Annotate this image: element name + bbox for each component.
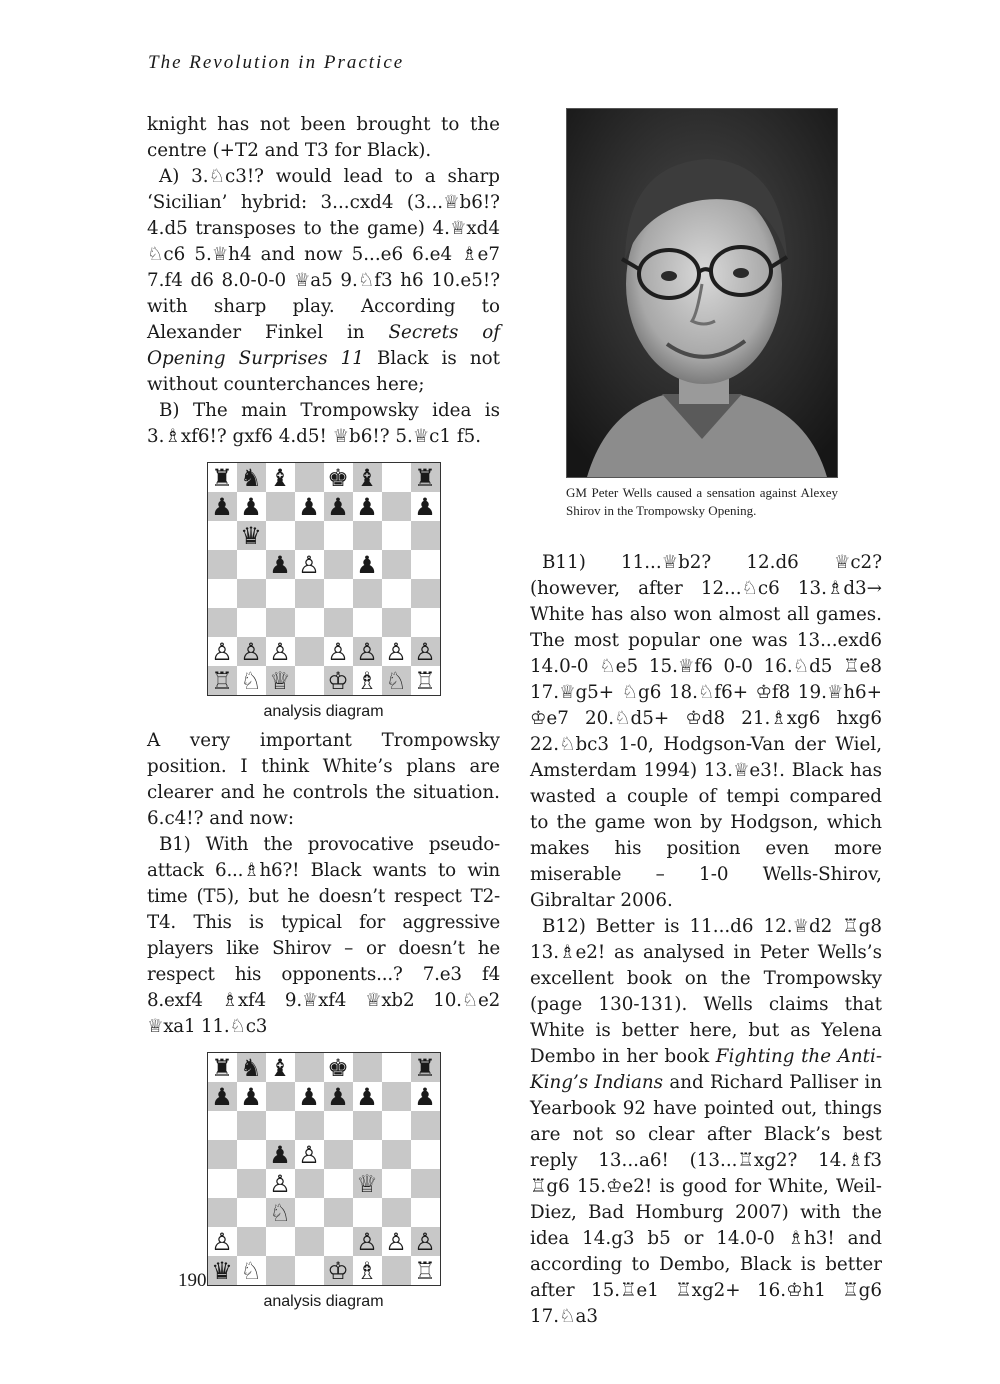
photo-caption: GM Peter Wells caused a sensation against Alexey Shirov in the Trompowsky Opening. [566, 485, 838, 518]
board-square: ♙ [382, 637, 411, 666]
board-square: ♙ [411, 637, 440, 666]
board-square [411, 1140, 440, 1169]
board-square [208, 521, 237, 550]
board-square [208, 608, 237, 637]
board-square [382, 1198, 411, 1227]
board-square [266, 492, 295, 521]
book-title: Secrets of Opening Surprises 11 [147, 322, 501, 369]
board-square [411, 1111, 440, 1140]
board-square: ♟ [237, 492, 266, 521]
board-square [295, 1256, 324, 1285]
board-square: ♙ [324, 637, 353, 666]
board-square: ♖ [208, 666, 237, 695]
board-square [353, 521, 382, 550]
board-square [382, 463, 411, 492]
board-square [411, 1198, 440, 1227]
board-square: ♟ [237, 1082, 266, 1111]
board-square: ♟ [411, 492, 440, 521]
board-square: ♝ [266, 463, 295, 492]
board-square [353, 1111, 382, 1140]
paragraph: B) The main Trompowsky idea is 3.♗xf6!? gxf6 4.d5! ♕b6!? 5.♕c1 f5. [147, 400, 500, 447]
board-square [324, 521, 353, 550]
board-square: ♟ [324, 492, 353, 521]
board-square [382, 492, 411, 521]
board-square [295, 1053, 324, 1082]
board-square: ♙ [353, 637, 382, 666]
board-square [266, 579, 295, 608]
chess-board [207, 1052, 441, 1286]
paragraph: A very important Trompowsky position. I think White’s plans are clearer and he controls the situation. 6.c4!? and now: [147, 730, 500, 829]
board-square [295, 1111, 324, 1140]
board-square [237, 1227, 266, 1256]
paragraph: B11) 11...♕b2? 12.d6 ♕c2? (however, after 12...♘c6 13.♗d3→ White has also won almost all games. The most popular one was 13...exd6 14.0-0 ♘e5 15.♕f6 0-0 16.♘d5 ♖e8 17.♕g5+ ♘g6 18.♘f6+ ♔f8 19.♕h6+ ♔e7 20.♘d5+ ♔d8 21.♗xg6 hxg6 22.♘bc3 1-0, Hodgson-Van der Wiel, Amsterdam 1994) 13.♕e3!. Black has wasted a couple of tempi compared to the game won by Hodgson, which makes his position even more miserable – 1-0 Wells-Shirov, Gibraltar 2006. [530, 552, 882, 911]
board-square [411, 521, 440, 550]
paragraph: knight has not been brought to the centre (+T2 and T3 for Black). [147, 114, 500, 161]
analysis-diagram-1 [147, 462, 500, 722]
board-square [353, 1140, 382, 1169]
board-square: ♘ [382, 666, 411, 695]
board-square: ♟ [295, 492, 324, 521]
board-square [382, 1169, 411, 1198]
left-column [147, 112, 500, 1318]
board-square [266, 1256, 295, 1285]
board-square [266, 1227, 295, 1256]
board-square [324, 1227, 353, 1256]
board-square [324, 1140, 353, 1169]
board-square: ♜ [411, 463, 440, 492]
board-square: ♖ [411, 1256, 440, 1285]
board-square: ♟ [353, 550, 382, 579]
board-square: ♞ [237, 1053, 266, 1082]
board-square: ♜ [411, 1053, 440, 1082]
board-square [411, 608, 440, 637]
board-square [237, 579, 266, 608]
board-square [266, 521, 295, 550]
board-square: ♟ [411, 1082, 440, 1111]
board-square [295, 463, 324, 492]
board-square: ♙ [411, 1227, 440, 1256]
board-square: ♗ [353, 666, 382, 695]
board-square [266, 1082, 295, 1111]
board-square [382, 608, 411, 637]
board-square [208, 550, 237, 579]
board-square: ♞ [237, 463, 266, 492]
board-square [295, 1198, 324, 1227]
board-square: ♙ [353, 1227, 382, 1256]
board-square [208, 1140, 237, 1169]
board-square [295, 579, 324, 608]
board-square: ♟ [353, 492, 382, 521]
board-square: ♚ [324, 463, 353, 492]
board-square [382, 1082, 411, 1111]
board-square [295, 1227, 324, 1256]
diagram-caption: analysis diagram [263, 1293, 384, 1310]
board-square: ♘ [237, 666, 266, 695]
board-square [266, 608, 295, 637]
board-square: ♗ [353, 1256, 382, 1285]
running-head: The Revolution in Practice [148, 52, 405, 73]
board-square [382, 1111, 411, 1140]
text-run: Black is not without counterchances here; [147, 348, 500, 395]
board-square: ♝ [353, 463, 382, 492]
right-column [530, 550, 882, 1330]
board-square [208, 1111, 237, 1140]
board-square [382, 521, 411, 550]
board-square: ♟ [295, 1082, 324, 1111]
board-square: ♕ [353, 1169, 382, 1198]
board-square: ♚ [324, 1053, 353, 1082]
board-square: ♛ [208, 1256, 237, 1285]
board-square: ♛ [237, 521, 266, 550]
board-square: ♟ [208, 492, 237, 521]
board-square [295, 521, 324, 550]
board-square: ♜ [208, 1053, 237, 1082]
board-square [266, 1111, 295, 1140]
board-square [382, 1256, 411, 1285]
board-square [295, 1169, 324, 1198]
paragraph [530, 914, 882, 1330]
board-square: ♟ [266, 550, 295, 579]
board-square: ♙ [295, 550, 324, 579]
board-square [237, 1198, 266, 1227]
page-number: 190 [178, 1270, 207, 1291]
board-square [237, 1111, 266, 1140]
board-square [382, 1053, 411, 1082]
board-square: ♟ [208, 1082, 237, 1111]
board-square [237, 550, 266, 579]
board-square: ♟ [324, 1082, 353, 1111]
board-square [353, 1198, 382, 1227]
board-square [208, 1198, 237, 1227]
text-run: A) 3.♘c3!? would lead to a sharp ‘Sicilian’ hybrid: 3...cxd4 (3...♕b6!? 4.d5 transposes to the game) 4.♕xd4 ♘c6 5.♕h4 and now 5...e6 6.e4 ♗e7 7.f4 d6 8.0-0-0 ♕a5 9.♘f3 h6 10.e5!? with sharp play. According to Alexander Finkel in [147, 166, 500, 343]
board-square [324, 608, 353, 637]
text-run: and Richard Palliser in Yearbook 92 have pointed out, things are not so clear after Black’s best reply 13...a6! (13...♖xg2? 14.♗f3 ♖g6 15.♔e2! is good for White, Weil-Diez, Bad Homburg 2007) with the idea 14.g3 b5 or 14.0-0 ♗h3! and according to Dembo, Black is better after 15.♖e1 ♖xg2+ 16.♔h1 ♖g6 17.♘a3 [530, 1072, 882, 1327]
board-square [324, 1111, 353, 1140]
board-square: ♙ [208, 1227, 237, 1256]
board-square [411, 579, 440, 608]
board-square: ♙ [382, 1227, 411, 1256]
board-square [411, 1169, 440, 1198]
board-square: ♙ [266, 637, 295, 666]
diagram-caption: analysis diagram [263, 703, 384, 720]
paragraph: B1) With the provocative pseudo-attack 6...♗h6?! Black wants to win time (T5), but he doesn’t respect T2-T4. This is typical for aggressive players like Shirov – or doesn’t he respect his opponents...? 7.e3 f4 8.exf4 ♗xf4 9.♕xf4 ♕xb2 10.♘e2 ♕xa1 11.♘c3 [147, 834, 500, 1037]
board-square: ♙ [295, 1140, 324, 1169]
board-square [295, 608, 324, 637]
board-square [295, 666, 324, 695]
book-title: Fighting the Anti-King’s Indians [530, 1046, 882, 1093]
board-square: ♙ [266, 1169, 295, 1198]
board-square [411, 550, 440, 579]
board-square [353, 608, 382, 637]
board-square [324, 550, 353, 579]
board-square: ♝ [266, 1053, 295, 1082]
board-square: ♖ [411, 666, 440, 695]
board-square: ♟ [353, 1082, 382, 1111]
board-square [353, 579, 382, 608]
board-square: ♟ [266, 1140, 295, 1169]
board-square [324, 1169, 353, 1198]
board-square [382, 1140, 411, 1169]
board-square: ♙ [208, 637, 237, 666]
board-square: ♔ [324, 666, 353, 695]
board-square: ♕ [266, 666, 295, 695]
board-square [295, 637, 324, 666]
board-square [237, 608, 266, 637]
board-square [324, 1198, 353, 1227]
paragraph [147, 164, 500, 398]
board-square [382, 579, 411, 608]
board-square [324, 579, 353, 608]
board-square [382, 550, 411, 579]
chess-board [207, 462, 441, 696]
board-square: ♘ [237, 1256, 266, 1285]
board-square [237, 1140, 266, 1169]
board-square: ♘ [266, 1198, 295, 1227]
board-square [353, 1053, 382, 1082]
board-square: ♙ [237, 637, 266, 666]
board-square [237, 1169, 266, 1198]
board-square [208, 579, 237, 608]
text-run: B12) Better is 11...d6 12.♕d2 ♖g8 13.♗e2! as analysed in Peter Wells’s excellent book on the Trompowsky (page 130-131). Wells claims that White is better here, but as Yelena Dembo in her book [530, 916, 882, 1067]
board-square [208, 1169, 237, 1198]
board-square: ♜ [208, 463, 237, 492]
portrait-photo [566, 108, 838, 478]
board-square: ♔ [324, 1256, 353, 1285]
portrait-image [567, 109, 837, 477]
